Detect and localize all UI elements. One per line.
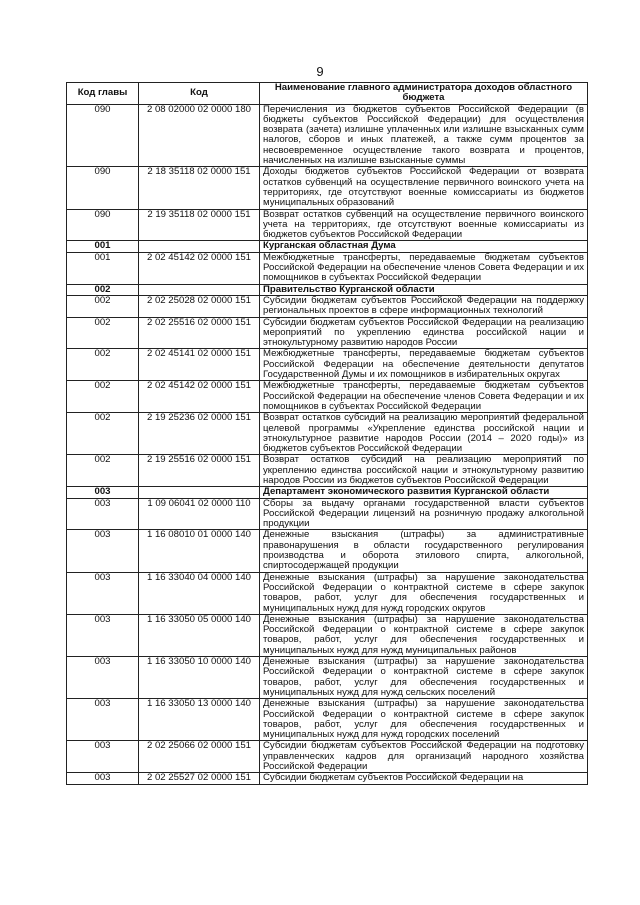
- cell-code: 2 19 35118 02 0000 151: [139, 209, 260, 241]
- cell-code-glava: 003: [67, 773, 139, 784]
- cell-code-glava: 090: [67, 167, 139, 209]
- cell-code: 1 16 33050 10 0000 140: [139, 657, 260, 699]
- cell-code-glava: 003: [67, 699, 139, 741]
- cell-name: Субсидии бюджетам субъектов Российской Федерации на реализацию мероприятий по укреплению единства российской нации и этнокультурному развитию народов России: [260, 317, 588, 349]
- cell-name: Межбюджетные трансферты, передаваемые бюджетам субъектов Российской Федерации на обеспечение деятельности депутатов Государственной Думы и их помощников в избирательных округах: [260, 349, 588, 381]
- cell-code-glava: 002: [67, 317, 139, 349]
- cell-name: Возврат остатков субсидий на реализацию мероприятий по укреплению единства российской нации и этнокультурному развитию народов России из бюджетов субъектов Российской Федерации: [260, 455, 588, 487]
- table-row: [67, 614, 588, 656]
- table-row: [67, 413, 588, 455]
- cell-name: Правительство Курганской области: [260, 284, 588, 295]
- cell-code: 2 08 02000 02 0000 180: [139, 104, 260, 167]
- table-row: [67, 349, 588, 381]
- table-row: [67, 741, 588, 773]
- cell-code-glava: 090: [67, 104, 139, 167]
- revenue-administrators-table: [66, 82, 588, 785]
- table-row: [67, 699, 588, 741]
- cell-code-glava: 003: [67, 530, 139, 572]
- cell-name: Субсидии бюджетам субъектов Российской Федерации на: [260, 773, 588, 784]
- cell-code: 2 18 35118 02 0000 151: [139, 167, 260, 209]
- table-row: [67, 252, 588, 284]
- cell-name: Департамент экономического развития Курганской области: [260, 487, 588, 498]
- table-row: [67, 295, 588, 317]
- cell-name: Субсидии бюджетам субъектов Российской Федерации на поддержку региональных проектов в сфере информационных технологий: [260, 295, 588, 317]
- table-row: [67, 209, 588, 241]
- table-row: [67, 104, 588, 167]
- cell-code-glava: 001: [67, 252, 139, 284]
- section-row: [67, 241, 588, 252]
- table-row: [67, 530, 588, 572]
- cell-name: Денежные взыскания (штрафы) за нарушение законодательства Российской Федерации о контрактной системе в сфере закупок товаров, работ, услуг для обеспечения государственных и муниципальных нужд для нужд городских округов: [260, 572, 588, 614]
- cell-code: [139, 487, 260, 498]
- cell-code-glava: 003: [67, 741, 139, 773]
- cell-name: Денежные взыскания (штрафы) за административные правонарушения в области государственного регулирования производства и оборота этилового спирта, алкогольной, спиртосодержащей продукции: [260, 530, 588, 572]
- cell-name: Денежные взыскания (штрафы) за нарушение законодательства Российской Федерации о контрактной системе в сфере закупок товаров, работ, услуг для обеспечения государственных и муниципальных нужд для нужд сельских поселений: [260, 657, 588, 699]
- header-code: Код: [139, 83, 260, 105]
- cell-name: Сборы за выдачу органами государственной власти субъектов Российской Федерации лицензий на розничную продажу алкогольной продукции: [260, 498, 588, 530]
- page-number: 9: [316, 64, 324, 79]
- table-header-row: [67, 83, 588, 105]
- cell-name: Доходы бюджетов субъектов Российской Федерации от возврата остатков субвенций на осуществление первичного воинского учета на территориях, где отсутствуют военные комиссариаты из бюджетов муниципальных образований: [260, 167, 588, 209]
- section-row: [67, 487, 588, 498]
- cell-code-glava: 003: [67, 498, 139, 530]
- cell-code: 2 19 25236 02 0000 151: [139, 413, 260, 455]
- cell-code-glava: 002: [67, 295, 139, 317]
- cell-code-glava: 002: [67, 455, 139, 487]
- cell-code-glava: 090: [67, 209, 139, 241]
- cell-code: 2 02 45142 02 0000 151: [139, 252, 260, 284]
- section-row: [67, 284, 588, 295]
- cell-name: Возврат остатков субсидий на реализацию мероприятий федеральной целевой программы «Укрепление единства российской нации и этнокультурное развитие народов России (2014 – 2020 годы)» из бюджетов субъектов Российской Федерации: [260, 413, 588, 455]
- table-row: [67, 657, 588, 699]
- cell-code-glava: 002: [67, 413, 139, 455]
- table-row: [67, 381, 588, 413]
- cell-code-glava: 003: [67, 614, 139, 656]
- cell-code: 2 02 45142 02 0000 151: [139, 381, 260, 413]
- cell-name: Возврат остатков субвенций на осуществление первичного воинского учета на территориях, где отсутствуют военные комиссариаты из бюджетов субъектов Российской Федерации: [260, 209, 588, 241]
- cell-code-glava: 002: [67, 284, 139, 295]
- table-row: [67, 455, 588, 487]
- cell-code: 1 16 33040 04 0000 140: [139, 572, 260, 614]
- cell-code-glava: 003: [67, 487, 139, 498]
- cell-code-glava: 002: [67, 381, 139, 413]
- cell-code-glava: 003: [67, 572, 139, 614]
- cell-code: 1 09 06041 02 0000 110: [139, 498, 260, 530]
- table-row: [67, 317, 588, 349]
- cell-code: 2 02 25516 02 0000 151: [139, 317, 260, 349]
- cell-code: 2 02 25028 02 0000 151: [139, 295, 260, 317]
- cell-name: Субсидии бюджетам субъектов Российской Федерации на подготовку управленческих кадров для организаций народного хозяйства Российской Федерации: [260, 741, 588, 773]
- cell-code: 2 02 25066 02 0000 151: [139, 741, 260, 773]
- table-body: [67, 104, 588, 784]
- header-name: Наименование главного администратора доходов областного бюджета: [260, 83, 588, 105]
- cell-name: Межбюджетные трансферты, передаваемые бюджетам субъектов Российской Федерации на обеспечение членов Совета Федерации и их помощников в субъектах Российской Федерации: [260, 252, 588, 284]
- cell-code-glava: 001: [67, 241, 139, 252]
- cell-code-glava: 003: [67, 657, 139, 699]
- cell-name: Денежные взыскания (штрафы) за нарушение законодательства Российской Федерации о контрактной системе в сфере закупок товаров, работ, услуг для обеспечения государственных и муниципальных нужд для нужд городских поселений: [260, 699, 588, 741]
- cell-code: 1 16 33050 13 0000 140: [139, 699, 260, 741]
- table-row: [67, 167, 588, 209]
- cell-name: Денежные взыскания (штрафы) за нарушение законодательства Российской Федерации о контрактной системе в сфере закупок товаров, работ, услуг для обеспечения государственных и муниципальных нужд для нужд муниципальных районов: [260, 614, 588, 656]
- table-row: [67, 773, 588, 784]
- cell-name: Перечисления из бюджетов субъектов Российской Федерации (в бюджеты субъектов Российской Федерации) для осуществления возврата (зачета) излишне уплаченных или излишне взысканных сумм налогов, сборов и иных платежей, а также сумм процентов за несвоевременное осуществление такого возврата и процентов, начисленных на излишне взысканные суммы: [260, 104, 588, 167]
- cell-code: 2 02 45141 02 0000 151: [139, 349, 260, 381]
- cell-code: [139, 284, 260, 295]
- header-code-glava: Код главы: [67, 83, 139, 105]
- cell-code: 1 16 08010 01 0000 140: [139, 530, 260, 572]
- table-row: [67, 572, 588, 614]
- cell-name: Курганская областная Дума: [260, 241, 588, 252]
- cell-name: Межбюджетные трансферты, передаваемые бюджетам субъектов Российской Федерации на обеспечение членов Совета Федерации и их помощников в субъектах Российской Федерации: [260, 381, 588, 413]
- cell-code: [139, 241, 260, 252]
- cell-code-glava: 002: [67, 349, 139, 381]
- cell-code: 2 02 25527 02 0000 151: [139, 773, 260, 784]
- cell-code: 2 19 25516 02 0000 151: [139, 455, 260, 487]
- cell-code: 1 16 33050 05 0000 140: [139, 614, 260, 656]
- table-row: [67, 498, 588, 530]
